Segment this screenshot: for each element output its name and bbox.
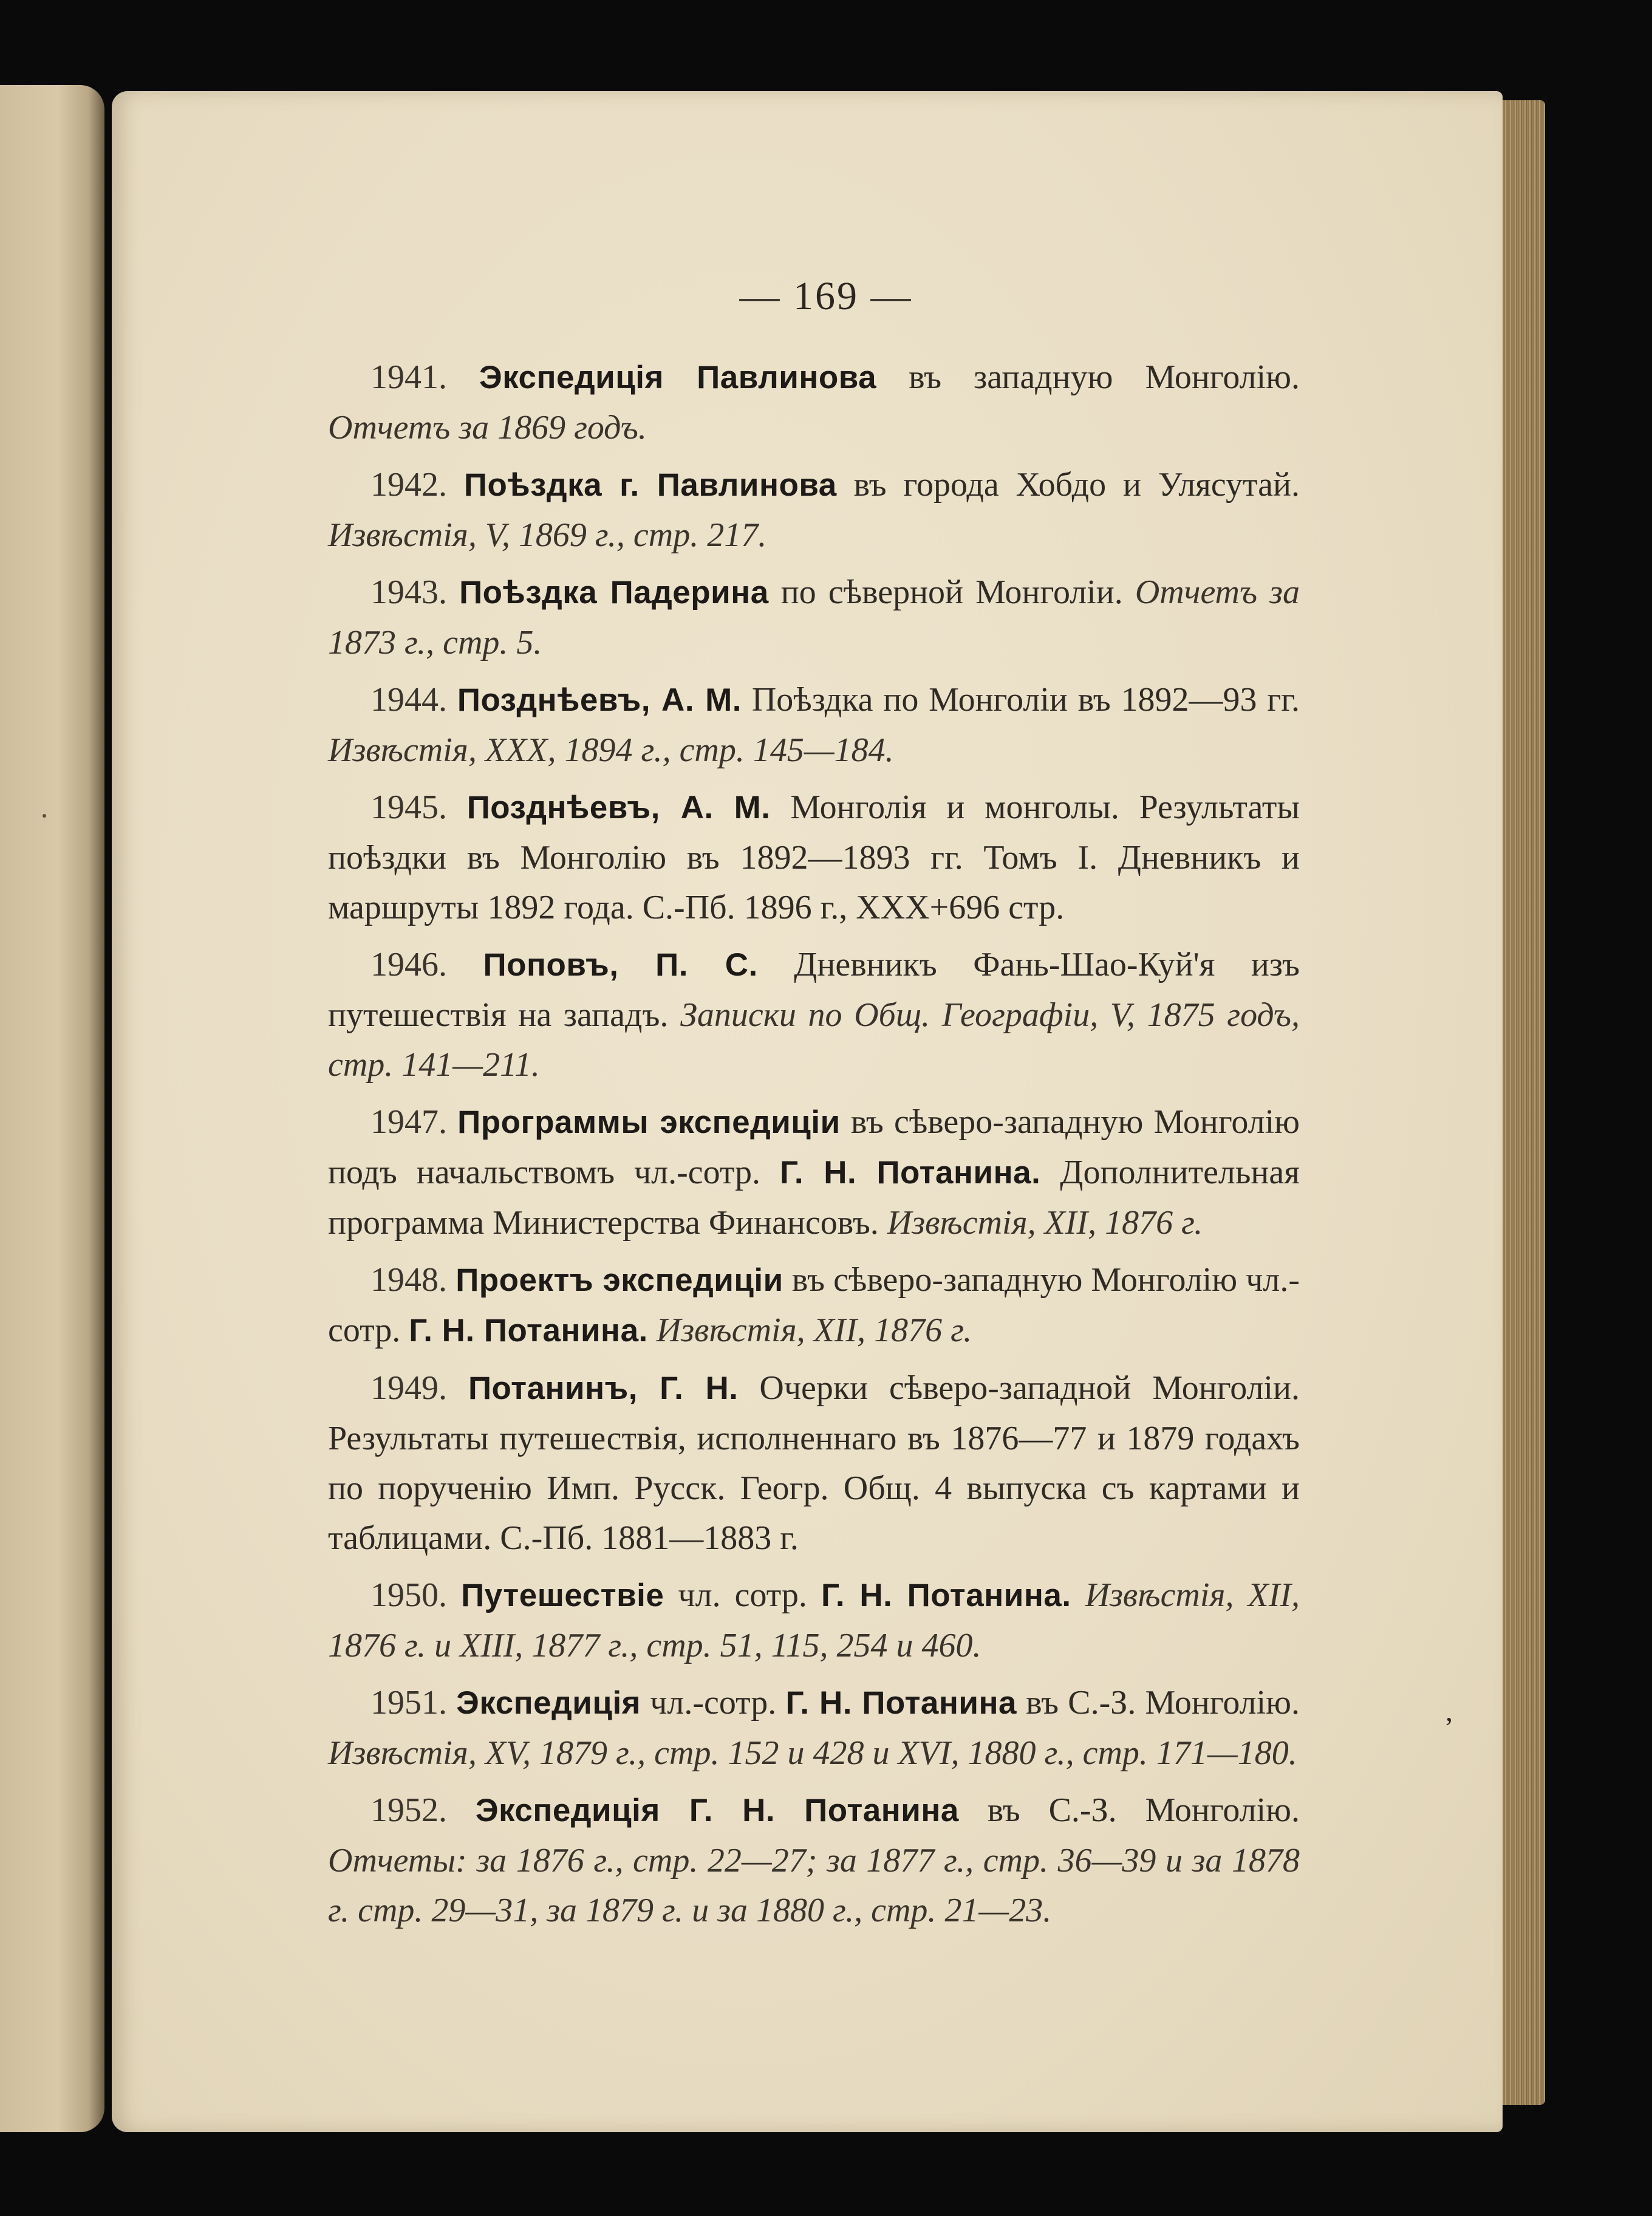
entry-text: чл.-сотр. [641,1684,786,1722]
entry-heading: Г. Н. Потанина. [409,1313,648,1349]
entry-number: 1950. [370,1576,462,1614]
bibliography-entry [328,1255,1300,1356]
page-number: — 169 — [739,274,913,318]
page-speck [43,814,46,818]
entry-heading: Г. Н. Потанина. [821,1578,1071,1613]
entry-heading: Позднѣевъ, А. М. [457,682,742,718]
entry-number: 1942. [370,466,464,504]
entry-number: 1949. [370,1369,468,1407]
entry-citation: Отчетъ за 1869 годъ. [328,409,647,446]
entry-number: 1952. [370,1791,476,1829]
entry-text: въ сѣверо-западную Монголію подъ начальствомъ чл.-сотр. [328,1103,1300,1191]
bibliography-entry [328,1097,1300,1248]
entry-citation: Извѣстія, XII, 1876 г. [887,1204,1203,1242]
entry-text: Поѣздка по Монголіи въ 1892—93 гг. [742,681,1300,719]
entry-text: Дневникъ Фань-Шао-Куй'я изъ путешествія на западъ. [328,946,1300,1034]
entry-heading: Проектъ экспедиціи [456,1262,783,1298]
entry-heading: Экспедиція Г. Н. Потанина [475,1793,959,1828]
entry-number: 1947. [370,1103,458,1141]
entry-number: 1948. [370,1261,456,1299]
entry-heading: Экспедиція [456,1685,641,1721]
entry-heading: Программы экспедиціи [457,1104,841,1140]
entry-heading: Г. Н. Потанина [785,1685,1017,1721]
entry-text: въ С.-З. Монголію. [1016,1684,1300,1722]
entry-text: по сѣверной Монголіи. [768,573,1135,611]
entry-heading: Экспедиція Павлинова [479,360,877,395]
entry-citation: Извѣстія, V, 1869 г., стр. 217. [328,516,767,554]
entry-heading: Потанинъ, Г. Н. [468,1370,739,1406]
bibliography-entry [328,352,1300,453]
bibliography-entry [328,460,1300,560]
previous-page-edge [0,85,104,2132]
bibliography-entry [328,1678,1300,1778]
entry-citation: Извѣстія, XV, 1879 г., стр. 152 и 428 и XVI, 1880 г., стр. 171—180. [328,1734,1297,1772]
bibliography-entry [328,1570,1300,1671]
entry-heading: Г. Н. Потанина. [779,1155,1041,1191]
entry-text: чл. сотр. [664,1576,821,1614]
margin-mark: , [1445,1695,1453,1728]
entry-heading: Путешествіе [461,1578,664,1613]
page-edges [1503,100,1545,2105]
bibliography-entry [328,675,1300,775]
bibliography-entries [328,352,1300,1943]
bibliography-entry [328,940,1300,1090]
bibliography-entry [328,1785,1300,1935]
entry-heading: Поповъ, П. С. [483,947,758,983]
entry-text [1071,1576,1085,1614]
bibliography-entry [328,567,1300,668]
entry-citation: Извѣстія, XXX, 1894 г., стр. 145—184. [328,731,894,769]
entry-heading: Поѣздка Падерина [459,575,769,610]
entry-heading: Поѣздка г. Павлинова [463,467,837,503]
entry-citation: Записки по Общ. Географіи, V, 1875 годъ, стр. 141—211. [328,996,1300,1084]
entry-text: Дополнительная программа Министерства Финансовъ. [328,1154,1300,1242]
entry-text: Очерки сѣверо-западной Монголіи. Результаты путешествія, исполненнаго въ 1876—77 и 1879 годахъ по порученію Имп. Русск. Геогр. Общ. 4 выпуска съ картами и таблицами. С.-Пб. 1881—1883 г. [328,1369,1300,1557]
entry-text: Монголія и монголы. Результаты поѣздки въ Монголію въ 1892—1893 гг. Томъ I. Дневникъ и маршруты 1892 года. С.-Пб. 1896 г., XXX+696 стр. [328,788,1300,926]
entry-text: въ сѣверо-западную Монголію чл.-сотр. [328,1261,1300,1349]
bibliography-entry [328,782,1300,932]
entry-number: 1944. [370,681,457,719]
entry-number: 1941. [370,358,479,396]
entry-text [648,1311,657,1349]
entry-text: въ города Хобдо и Улясутай. [836,466,1300,504]
entry-citation: Извѣстія, XII, 1876 г. и XIII, 1877 г., стр. 51, 115, 254 и 460. [328,1576,1300,1664]
entry-number: 1951. [370,1684,457,1722]
entry-citation: Отчетъ за 1873 г., стр. 5. [328,573,1300,662]
entry-citation: Отчеты: за 1876 г., стр. 22—27; за 1877 г., стр. 36—39 и за 1878 г. стр. 29—31, за 1879 г. и за 1880 г., стр. 21—23. [328,1842,1300,1929]
bibliography-entry [328,1363,1300,1563]
entry-heading: Позднѣевъ, А. М. [466,790,771,826]
entry-number: 1943. [370,573,460,611]
entry-text: въ С.-З. Монголію. [958,1791,1300,1829]
entry-number: 1945. [370,788,467,826]
entry-citation: Извѣстія, XII, 1876 г. [656,1311,972,1349]
entry-text: въ западную Монголію. [876,358,1300,396]
entry-number: 1946. [370,946,483,983]
